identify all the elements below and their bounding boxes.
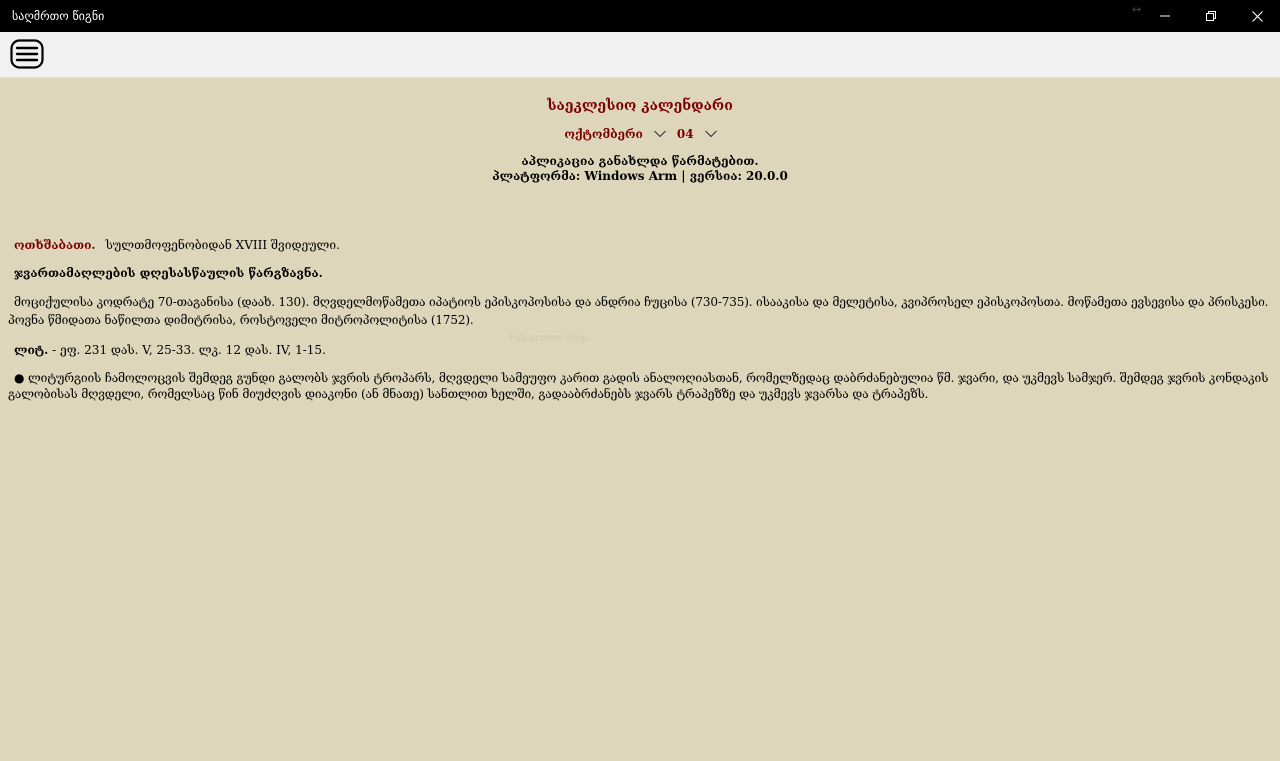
snip-watermark: Full-screen Snip <box>509 333 588 344</box>
window-title: საღმრთო წიგნი <box>12 9 105 23</box>
day-note: სულთმოფენობიდან XVIII შვიდეული. <box>105 238 340 252</box>
platform-version: პლატფორმა: Windows Arm | ვერსია: 20.0.0 <box>492 169 788 183</box>
day-name: ოთხშაბათი. <box>14 238 96 252</box>
minimize-icon <box>1160 11 1170 21</box>
restore-icon <box>1206 11 1216 21</box>
month-dropdown-button[interactable] <box>649 126 671 142</box>
month-value[interactable]: ოქტომბერი <box>564 127 643 141</box>
chevron-down-icon <box>705 130 717 138</box>
saints-commemoration: მოციქულისა კოდრატე 70-თაგანისა (დაახ. 130). მღვდელმოწამეთა იპატიოს ეპისკოპოსისა და ანდრია ჩუცისა (730-735). ისააკისა და მელეტისა, კვიპროსელ ეპისკოპოსთა. მოწამეთა ევსევისა და პრისკესი. პოვნა წმიდათა ნაწილთა დიმიტრისა, როსტოველი მიტროპოლიტისა (1752). <box>8 295 1269 327</box>
resize-arrows-icon: ↔ <box>1132 3 1142 16</box>
liturgical-rubric: ● ლიტურგიის ჩამოლოცვის შემდეგ გუნდი გალობს ჯვრის ტროპარს, მღვდელი სამეუფო კარით გადის ანალოღიასთან, რომელზედაც დაბრძანებულია წმ. ჯვარი, და უკმევს სამჯერ. შემდეგ ჯვრის კონდაკის გალობისას მღვდელი, რომელსაც წინ მიუძღვის დიაკონი (ან მნათე) სანთლით ხელში, გადააბრძანებს ჯვარს ტრაპეზზე და უკმევს ჯვარსა და ტრაპეზს. <box>8 371 1269 401</box>
liturgy-readings <box>8 341 1276 359</box>
day-heading <box>8 236 1276 254</box>
app-toolbar <box>0 32 1280 78</box>
minimize-button[interactable] <box>1142 0 1188 32</box>
close-button[interactable] <box>1234 0 1280 32</box>
date-selector <box>0 125 1280 143</box>
close-icon <box>1252 11 1263 22</box>
feast-title: ჯვართამაღლების დღესასწაულის წარგზავნა. <box>14 266 323 280</box>
calendar-title: საეკლესიო კალენდარი <box>547 98 733 114</box>
liturgy-label: ლიტ. <box>14 343 49 357</box>
restore-button[interactable] <box>1188 0 1234 32</box>
day-dropdown-button[interactable] <box>700 126 722 142</box>
liturgy-text: - ეფ. 231 დას. V, 25-33. ლკ. 12 დას. IV, 1-15. <box>48 343 326 357</box>
day-value[interactable]: 04 <box>676 127 694 141</box>
calendar-content <box>0 78 1280 761</box>
update-message: აპლიკაცია განახლდა წარმატებით. <box>521 154 759 168</box>
chevron-down-icon <box>654 130 666 138</box>
title-bar <box>0 0 1280 32</box>
hamburger-menu-button[interactable] <box>9 38 45 70</box>
hamburger-menu-icon <box>10 39 44 69</box>
